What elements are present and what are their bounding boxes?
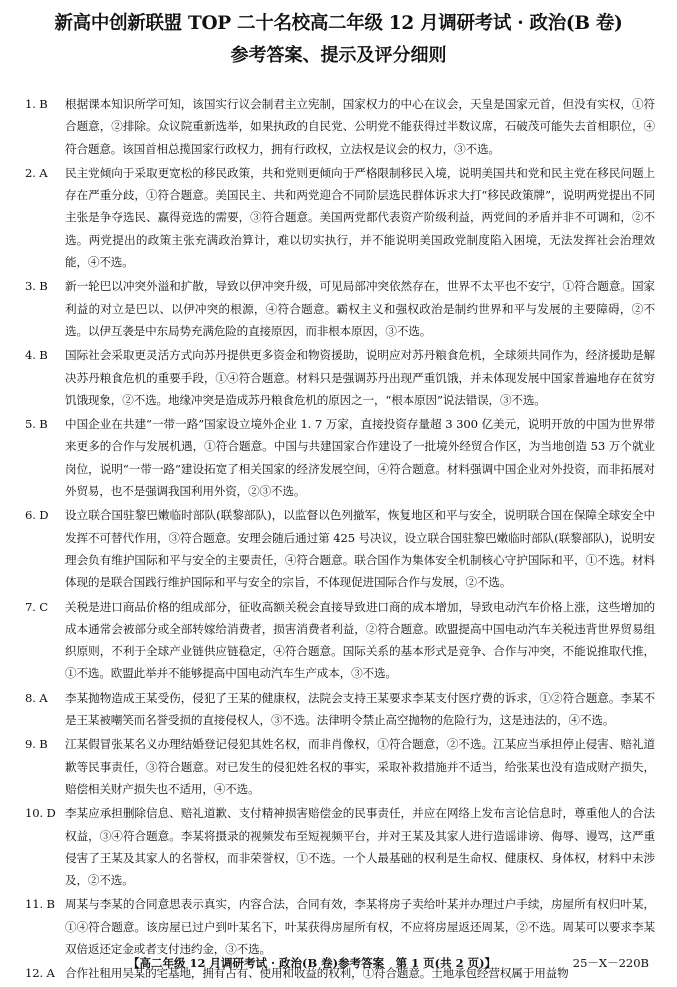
answer-number: 4. B xyxy=(25,348,48,363)
answer-explanation: 根据课本知识所学可知，该国实行议会制君主立宪制，国家权力的中心在议会，天皇是国家元首，但没有实权，①符合题意，②排除。众议院重新选举，如果执政的自民党、公明党不能获得过半数议席，石破茂可能失去首相职位，④符合题意。该国首相总揽国家行政权力，拥有行政权，立法权是议会的权力，③不选。 xyxy=(65,97,655,156)
answer-explanation: 设立联合国驻黎巴嫩临时部队(联黎部队)，以监督以色列撤军，恢复地区和平与安全，说明联合国在保障全球安全中发挥不可替代作用，③符合题意。安理会随后通过第 425 号决议，设立联合国驻黎巴嫩临时部队(联黎部队)，说明安理会负有维护国际和平与安全的主要责任，④符合题意。联合国作为集体安全机制核心守护国际和平，①不选。材料体现的是联合国践行维护国际和平与安全的宗旨，不体现促进国际合作与发展，②不选。 xyxy=(65,508,655,590)
footer-document-code: 25－X－220B xyxy=(572,956,649,970)
answer-explanation: 关税是进口商品价格的组成部分，征收高额关税会直接导致进口商的成本增加，导致电动汽车价格上涨，这些增加的成本通常会被部分或全部转嫁给消费者，损害消费者利益，②符合题意。欧盟提高中国电动汽车关税违背世界贸易组织原则，不利于全球产业链供应链稳定，④符合题意。国际关系的基本形式是竞争、合作与冲突，不能说推取代推，①不选。欧盟此举并不能够提高中国电动汽车生产成本，③不选。 xyxy=(65,599,655,681)
answer-number: 9. B xyxy=(25,737,48,752)
footer-page-info: 【高二年级 12 月调研考试 · 政治(B 卷)参考答案 第 1 页(共 2 页)】 xyxy=(128,956,497,970)
answer-number: 8. A xyxy=(25,690,48,705)
answer-item-4 xyxy=(25,344,655,411)
answer-item-10 xyxy=(25,802,655,891)
answer-explanation: 新一轮巴以冲突外溢和扩散，导致以伊冲突升级，可见局部冲突依然存在，世界不太平也不安宁，①符合题意。国家利益的对立是巴以、以伊冲突的根源，④符合题意。霸权主义和强权政治是制约世界和平与发展的主要障碍，②不选。以伊互袭是中东局势充满危险的直接原因，而非根本原因，③不选。 xyxy=(65,279,655,338)
answer-number: 11. B xyxy=(25,897,55,912)
answer-number: 3. B xyxy=(25,279,48,294)
answer-explanation: 李某抛物造成王某受伤，侵犯了王某的健康权，法院会支持王某要求李某支付医疗费的诉求，①②符合题意。李某不是王某被嘲笑而名誉受损的直接侵权人，③不选。法律明令禁止高空抛物的危险行为，这是违法的，④不选。 xyxy=(65,690,655,728)
answer-item-7 xyxy=(25,596,655,685)
document-title: 新高中创新联盟 TOP 二十名校高二年级 12 月调研考试 · 政治(B 卷) xyxy=(54,13,623,34)
answer-item-11 xyxy=(25,893,655,960)
answer-list xyxy=(25,93,655,987)
answer-item-9 xyxy=(25,733,655,800)
answer-explanation: 合作社租用吴某的宅基地，拥有占有、使用和收益的权利，①符合题意。土地承包经营权属于用益物 xyxy=(65,966,569,981)
answer-explanation: 李某应承担删除信息、赔礼道歉、支付精神损害赔偿金的民事责任，并应在网络上发布言论信息时，尊重他人的合法权益，③④符合题意。李某将摄录的视频发布至短视频平台，并对王某及其家人进行造谣诽谤、侮辱、谩骂，这严重侵害了王某及其家人的名誉权，而非荣誉权，①不选。一个人最基础的权利是生命权、健康权、身体权，材料中未涉及，②不选。 xyxy=(65,806,655,888)
answer-number: 2. A xyxy=(25,165,48,180)
answer-item-3 xyxy=(25,275,655,342)
answer-explanation: 江某假冒张某名义办理结婚登记侵犯其姓名权，而非肖像权，①符合题意，②不选。江某应当承担停止侵害、赔礼道歉等民事责任，③符合题意。对已发生的侵犯姓名权的事实，采取补救措施并不适当，给张某也没有造成财产损失，赔偿相关财产损失也不适用，④不选。 xyxy=(65,737,655,796)
answer-number: 10. D xyxy=(25,806,56,821)
answer-number: 7. C xyxy=(25,599,49,614)
answer-number: 6. D xyxy=(25,508,49,523)
answer-number: 1. B xyxy=(25,97,48,111)
answer-item-2 xyxy=(25,162,655,273)
answer-item-5 xyxy=(25,413,655,502)
page-footer xyxy=(0,955,677,975)
answer-item-8 xyxy=(25,687,655,732)
answer-explanation: 国际社会采取更灵活方式向苏丹提供更多资金和物资援助，说明应对苏丹粮食危机，全球须共同作为，经济援助是解决苏丹粮食危机的重要手段，①④符合题意。材料只是强调苏丹出现严重饥饿，并未体现发展中国家普遍地存在贫穷饥饿现象，②不选。地缘冲突是造成苏丹粮食危机的原因之一，“根本原因”说法错误，③不选。 xyxy=(65,348,655,407)
answer-number: 12. A xyxy=(25,966,55,981)
answer-item-1 xyxy=(25,93,655,160)
answer-explanation: 中国企业在共建“一带一路”国家设立境外企业 1. 7 万家，直接投资存量超 3 300 亿美元，说明开放的中国为世界带来更多的合作与发展机遇，①符合题意。中国与共建国家合作建设了一批境外经贸合作区，为当地创造 53 万个就业岗位，说明“一带一路”建设拓宽了相关国家的经济发展空间，④符合题意。材料强调中国企业对外投资，而非拓展对外贸易，也不是强调我国利用外资，②③不选。 xyxy=(65,417,655,499)
answer-explanation: 民主党倾向于采取更宽松的移民政策，共和党则更倾向于严格限制移民入境，说明美国共和党和民主党在移民问题上存在严重分歧，①符合题意。美国民主、共和两党迎合不同阶层选民群体诉求大打“移民政策牌”，说明两党提出不同主张是争夺选民、赢得竞选的需要，③符合题意。美国两党都代表资产阶级利益，两党间的矛盾并非不可调和，②不选。两党提出的政策主张充满政治算计，难以切实执行，并不能说明美国政党制度陷入困境，无法发挥社会治理效能，④不选。 xyxy=(65,165,655,270)
answer-number: 5. B xyxy=(25,417,48,432)
answer-explanation: 周某与李某的合同意思表示真实，内容合法，合同有效，李某将房子卖给叶某并办理过户手续，房屋所有权归叶某，①④符合题意。该房屋已过户到叶某名下，叶某获得房屋所有权，不应将房屋返还周某，②不选。周某可以要求李某双倍返还定金或者支付违约金，③不选。 xyxy=(65,897,655,956)
document-subtitle: 参考答案、提示及评分细则 xyxy=(230,45,447,66)
answer-item-6 xyxy=(25,504,655,593)
